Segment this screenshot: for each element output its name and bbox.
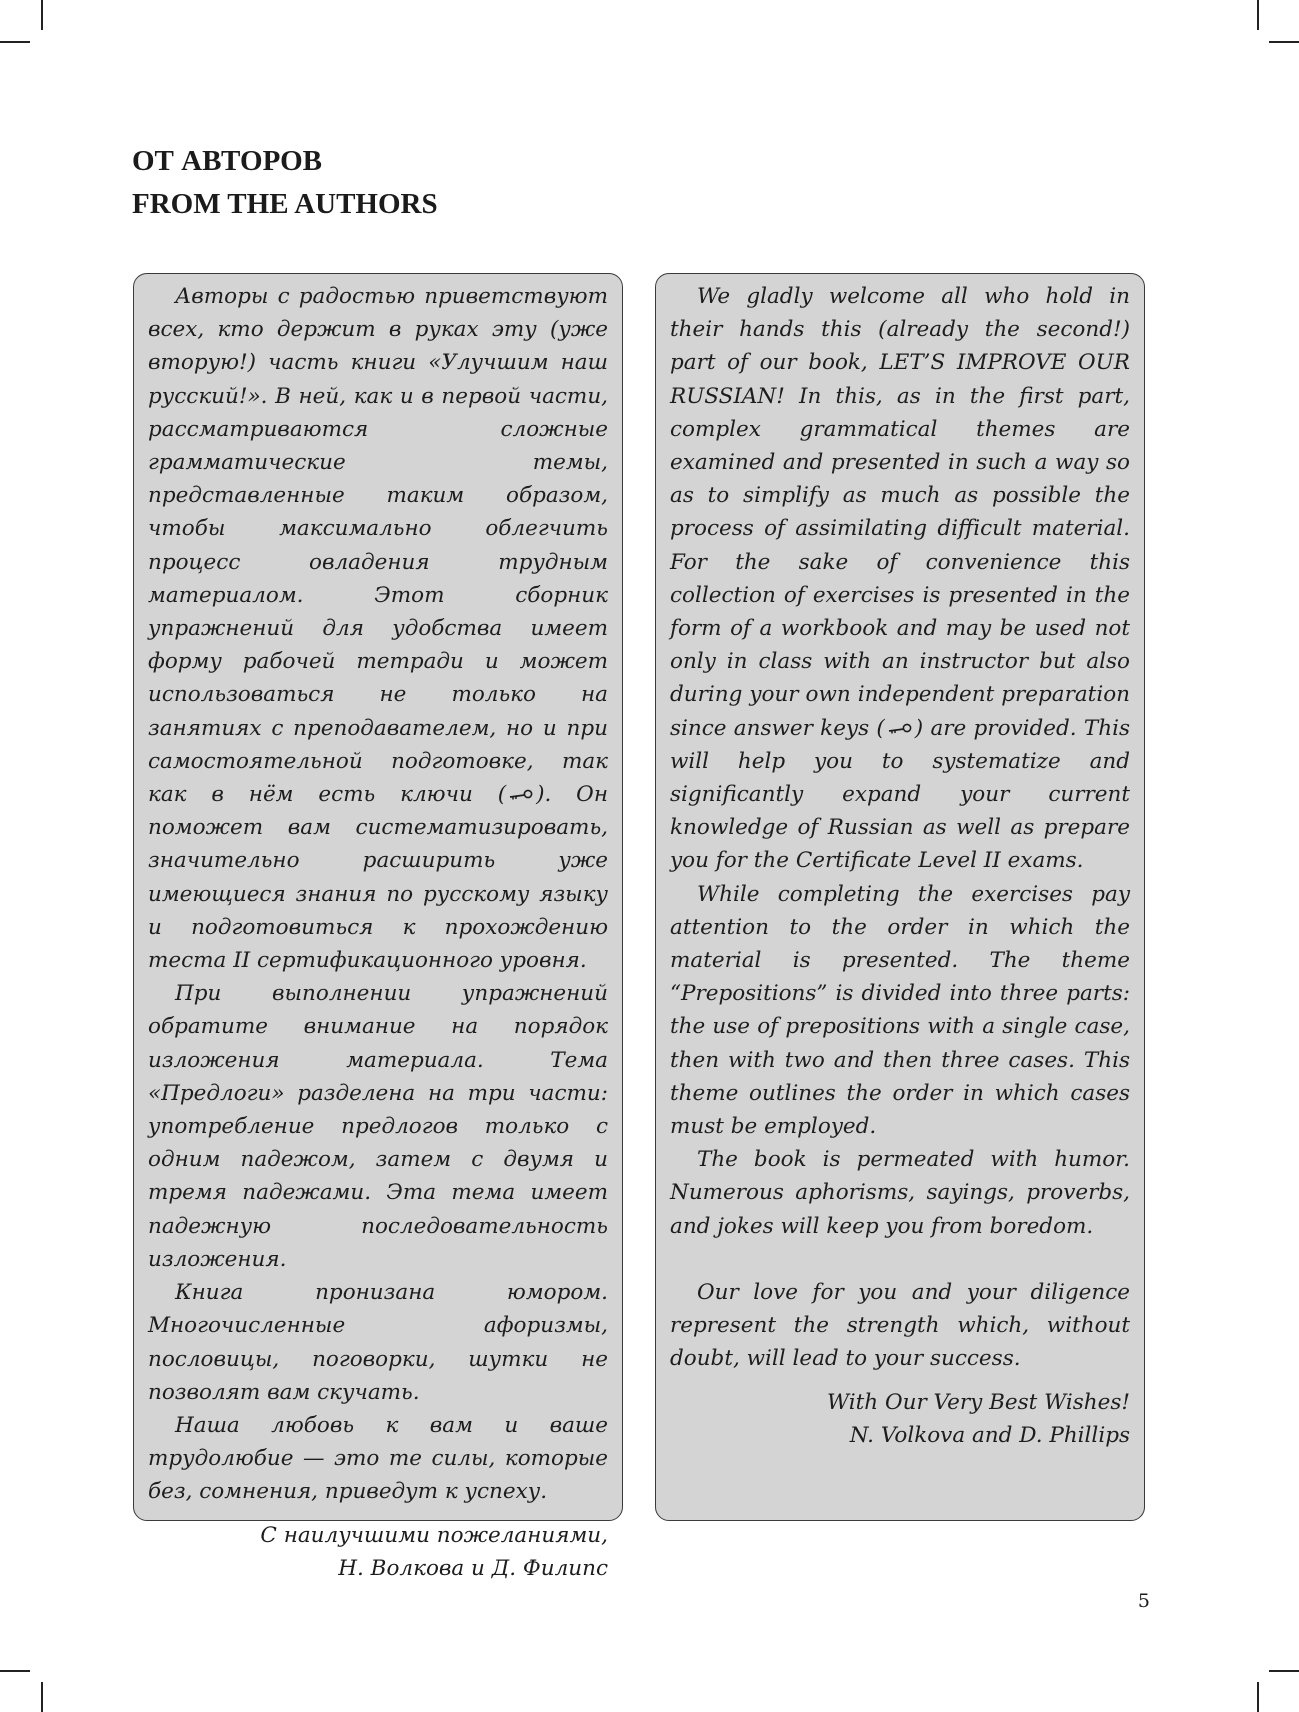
- paragraph-text: Авторы с радостью приветствуют всех, кто держит в руках эту (уже вторую!) часть книги «Улучшим наш русский!». В ней, как и в первой части, рассматриваются сложные грамматические темы, представленные таким образом, чтобы максимально облегчить процесс овладения трудным материалом. Этот сборник упражнений для удобства имеет форму рабочей тетради и может использоваться не только на занятиях с преподавателем, но и при самостоятельной подготовке, так как в нём есть ключи (: [148, 284, 608, 808]
- signature-authors: N. Volkova and D. Phillips: [849, 1422, 1130, 1448]
- signature-authors: Н. Волкова и Д. Филипс: [338, 1555, 608, 1581]
- signature: [148, 1519, 608, 1585]
- page-title: [132, 140, 438, 226]
- key-icon: [887, 723, 913, 735]
- crop-mark: [1257, 1682, 1259, 1712]
- signature-line: With Our Very Best Wishes!: [827, 1389, 1130, 1415]
- title-english: FROM THE AUTHORS: [132, 188, 438, 220]
- english-text-panel: [655, 273, 1145, 1521]
- paragraph-order: При выполнении упражнений обратите внимание на порядок изложения материала. Тема «Предлоги» разделена на три части: употребление предлогов только с одним падежом, затем с двумя и тремя падежами. Эта тема имеет падежную последовательность изложения.: [148, 981, 608, 1272]
- paragraph-order: While completing the exercises pay attention to the order in which the material is presented. The theme “Prepositions” is divided into three parts: the use of prepositions with a single case, then with two and then three cases. This theme outlines the order in which cases must be employed.: [670, 881, 1130, 1140]
- crop-mark: [1269, 1670, 1299, 1672]
- paragraph-text: ) are provided. This will help you to systematize and significantly expand your current knowledge of Russian as well as prepare you for the Certificate Level II exams.: [670, 715, 1130, 874]
- crop-mark: [41, 1682, 43, 1712]
- paragraph-intro: [670, 280, 1130, 878]
- russian-text-panel: [133, 273, 623, 1581]
- crop-mark: [41, 0, 43, 30]
- crop-mark: [0, 41, 30, 43]
- signature-line: С наилучшими пожеланиями,: [260, 1522, 608, 1548]
- paragraph-intro: [148, 280, 608, 977]
- crop-mark: [0, 1670, 30, 1672]
- crop-mark: [1269, 41, 1299, 43]
- paragraph-love: Наша любовь к вам и ваше трудолюбие — это те силы, которые без, сомнения, приведут к успеху.: [148, 1412, 608, 1505]
- paragraph-humor: Книга пронизана юмором. Многочисленные афоризмы, пословицы, поговорки, шутки не позволят вам скучать.: [148, 1280, 608, 1405]
- paragraph-love: Our love for you and your diligence represent the strength which, without doubt, will lead to your success.: [670, 1280, 1130, 1372]
- paragraph-text: We gladly welcome all who hold in their hands this (already the second!) part of our book, LET’S IMPROVE OUR RUSSIAN! In this, as in the first part, complex grammatical themes are examined and presented in such a way so as to simplify as much as possible the process of assimilating difficult material. For the sake of convenience this collection of exercises is presented in the form of a workbook and may be used not only in class with an instructor but also during your own independent preparation since answer keys (: [670, 284, 1130, 741]
- crop-mark: [1257, 0, 1259, 30]
- title-russian: ОТ АВТОРОВ: [132, 145, 323, 177]
- signature: [670, 1386, 1130, 1452]
- paragraph-humor: The book is permeated with humor. Numerous aphorisms, sayings, proverbs, and jokes will keep you from boredom.: [670, 1147, 1130, 1239]
- key-icon: [508, 789, 534, 801]
- page-number: 5: [1137, 1590, 1150, 1612]
- paragraph-text: ). Он поможет вам систематизировать, значительно расширить уже имеющиеся знания по русскому языку и подготовиться к прохождению теста II сертификационного уровня.: [148, 782, 608, 974]
